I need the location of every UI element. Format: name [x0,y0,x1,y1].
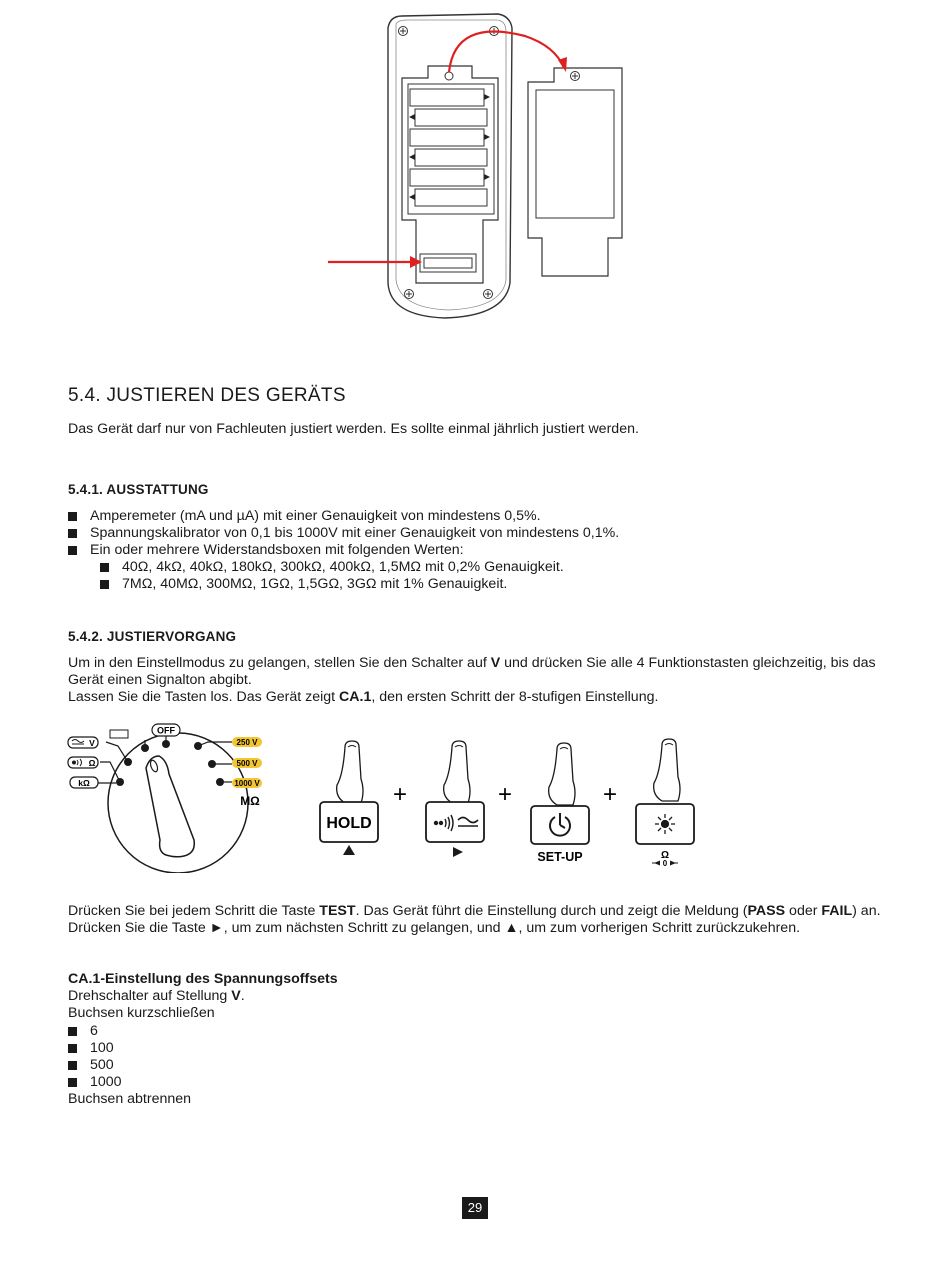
plus-sign: + [497,781,513,808]
backlight-icon [655,814,675,834]
plus-sign: + [392,781,408,808]
zero-adjust-icon [652,859,678,868]
ca1-line-1: Drehschalter auf Stellung V. [68,988,245,1004]
hold-key-label: HOLD [326,815,372,832]
section-intro: Das Gerät darf nur von Fachleuten justiert werden. Es sollte einmal jährlich justiert werden. [68,421,639,437]
rotary-switch-diagram [66,718,276,873]
svg-text:0: 0 [662,859,668,868]
dial-label-v: V [89,738,95,748]
ca1-title: CA.1-Einstellung des Spannungsoffsets [68,971,338,987]
vorgang-paragraph-3: Lassen Sie die Tasten los. Das Gerät zeigt CA.1, den ersten Schritt der 8-stufigen Einstellung. [68,689,659,705]
dial-label-500v: 500 V [236,759,258,768]
section-title: 5.4. JUSTIEREN DES GERÄTS [68,385,346,406]
dial-label-250v: 250 V [236,738,258,747]
vorgang-title: 5.4.2. JUSTIERVORGANG [68,629,237,644]
dial-label-ohm: Ω [88,758,96,768]
battery-compartment-diagram [320,8,640,326]
plus-sign: + [602,781,618,808]
ca1-line-2: Buchsen kurzschließen [68,1005,215,1021]
right-arrow-icon [453,847,463,857]
up-arrow-icon [343,845,355,855]
ausstattung-title: 5.4.1. AUSSTATTUNG [68,482,209,497]
dial-label-1000v: 1000 V [234,779,260,788]
dial-label-off: OFF [157,725,175,736]
vorgang-paragraph-2: Gerät einen Signalton abgibt. [68,672,252,688]
test-paragraph-2: Drücken Sie die Taste ►, um zum nächsten Schritt zu gelangen, und ▲, um zum vorherigen Schritt zurückzukehren. [68,920,801,936]
page-number: 29 [462,1197,488,1219]
dial-label-mohm: MΩ [240,794,260,808]
function-keys-diagram [312,735,712,870]
ca1-line-3: Buchsen abtrennen [68,1091,192,1107]
test-paragraph-1: Drücken Sie bei jedem Schritt die Taste TEST. Das Gerät führt die Einstellung durch und zeigt die Meldung (PASS oder FAIL) an. [68,903,881,919]
omega-zero-label: Ω [660,850,670,861]
vorgang-paragraph-1: Um in den Einstellmodus zu gelangen, stellen Sie den Schalter auf V und drücken Sie alle 4 Funktionstasten gleichzeitig, bis das [68,655,876,671]
setup-key-label: SET-UP [537,850,583,864]
dial-label-kohm: kΩ [78,778,90,788]
